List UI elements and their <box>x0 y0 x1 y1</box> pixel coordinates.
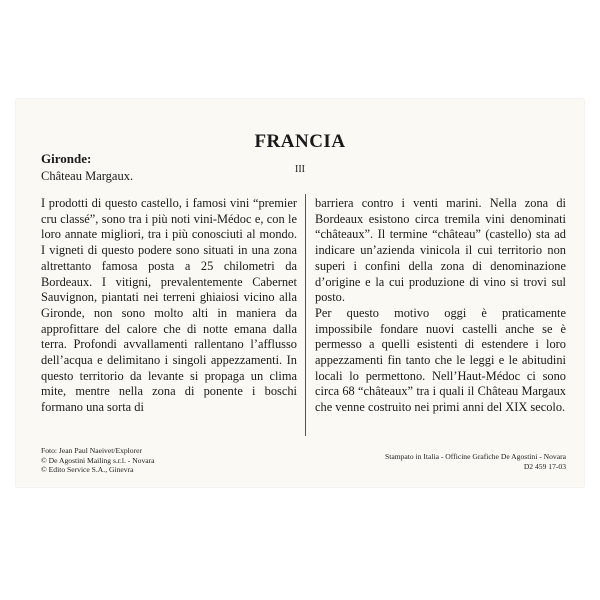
credit-line: © De Agostini Mailing s.r.l. - Novara <box>41 455 155 465</box>
credit-line: Stampato in Italia - Officine Grafiche De Agostini - Novara <box>385 452 566 461</box>
right-paragraph-1: barriera contro i venti marini. Nella zona di Bordeaux esistono circa tremila vini denominati “châteaux”. Il termine “château” (castello) sta ad indicare un’azienda vinicola il cui territorio non superi i confini della zona di denominazione d’origine e la cui produzione di vino si trovi sul posto. <box>315 196 566 305</box>
card-title: FRANCIA <box>254 131 346 152</box>
region-heading: Gironde: <box>41 151 92 166</box>
credit-line: Foto: Jean Paul Naeivet/Explorer <box>41 446 143 455</box>
photo-credits <box>41 446 155 475</box>
subregion-heading: Château Margaux. <box>41 169 134 183</box>
left-paragraph: I prodotti di questo castello, i famosi vini “premier cru classé”, sono tra i più noti vini-Médoc e, con le loro annate migliori, tra i più conosciuti al mondo. I vigneti di questo podere sono situati in una zona altrettanto famosa posta a 25 chilometri da Bordeaux. I vitigni, prevalentemente Cabernet Sauvignon, piantati nei terreni ghiaiosi vicino alla Gironde, non sono molto alti in maniera da approfittare del calore che di notte emana dalla terra. Profondi avvallamenti rallentano l’afflusso dell’acqua e delimitano i singoli appezzamenti. In questo territorio da levante si propaga un clima mite, mentre nella zona di ponente i boschi formano una sorta di <box>41 196 297 415</box>
right-paragraph-2: Per questo motivo oggi è praticamente impossibile fondare nuovi castelli anche se è permesso a quelli esistenti di estendere i loro appezzamenti fin tanto che le leggi e le abitudini locali lo permettono. Nell’Haut-Médoc ci sono circa 68 “châteaux” tra i quali il Château Margaux che venne costruito nei primi anni del XIX secolo. <box>315 305 566 415</box>
credit-line: © Edito Service S.A., Ginevra <box>41 465 134 475</box>
column-divider <box>305 194 306 436</box>
left-text-column <box>41 196 297 416</box>
credit-line: D2 459 17-03 <box>523 461 566 471</box>
print-credits <box>385 452 566 471</box>
right-text-column <box>315 196 566 416</box>
card-number: III <box>295 164 305 175</box>
